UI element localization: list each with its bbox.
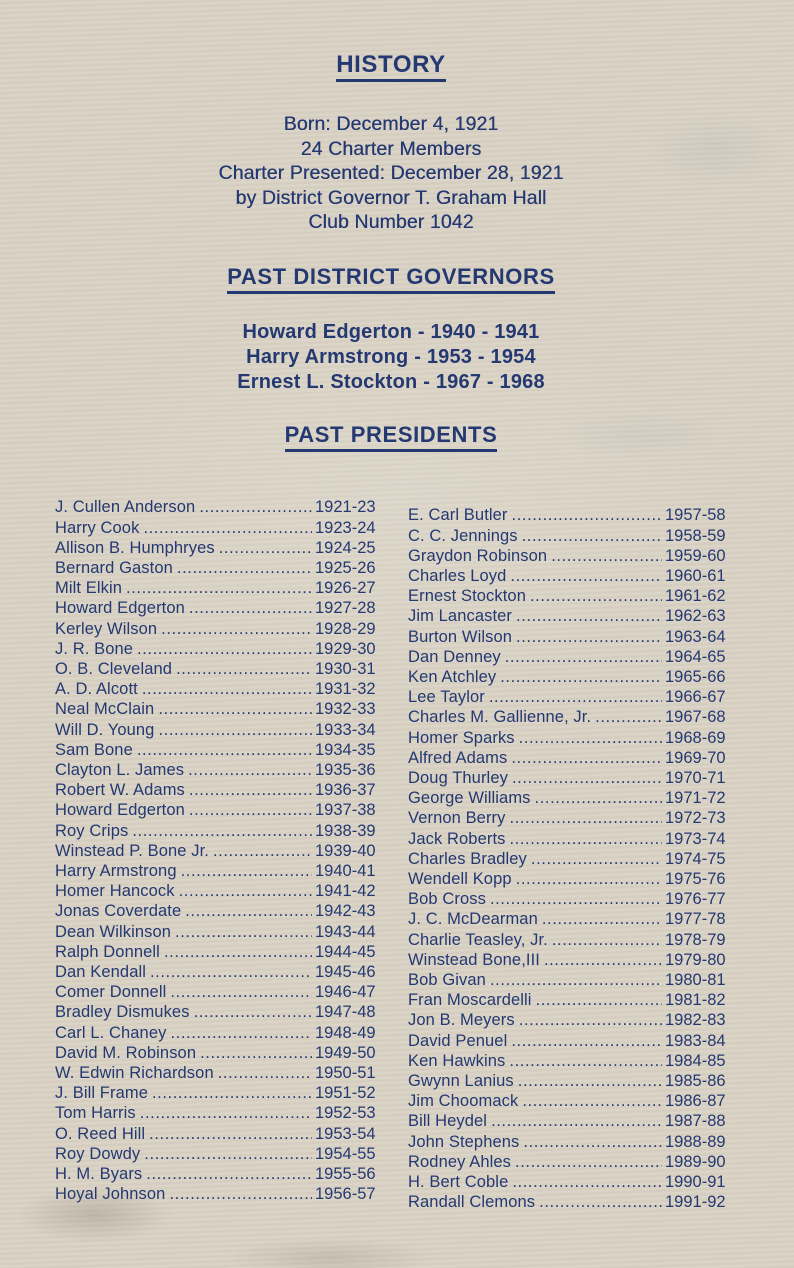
president-row: [55, 699, 377, 719]
presidents-left-column: [55, 497, 377, 1212]
president-years: 1968-69: [665, 728, 726, 747]
dot-leader: [218, 1063, 312, 1083]
president-name: C. C. Jennings: [408, 526, 518, 545]
president-row: [55, 861, 377, 881]
president-years: 1945-46: [315, 963, 376, 982]
president-row: [408, 889, 727, 909]
president-row: [55, 497, 377, 517]
president-name: Tom Harris: [55, 1104, 136, 1123]
president-years: 1926-27: [315, 579, 376, 598]
president-years: 1969-70: [665, 748, 726, 767]
president-years: 1956-57: [315, 1185, 376, 1204]
history-info-line: 24 Charter Members: [300, 137, 482, 160]
president-name: Jonas Coverdate: [55, 902, 182, 921]
dot-leader: [510, 808, 662, 828]
president-name: Ken Atchley: [408, 667, 497, 686]
president-name: Carl L. Chaney: [55, 1023, 167, 1042]
dot-leader: [512, 768, 662, 788]
president-row: [408, 768, 727, 788]
past-presidents-columns: [0, 497, 794, 1212]
dot-leader: [158, 699, 312, 719]
president-years: 1983-84: [665, 1031, 726, 1050]
dot-leader: [512, 505, 662, 525]
president-years: 1984-85: [665, 1051, 726, 1070]
dot-leader: [164, 942, 312, 962]
president-row: [408, 808, 727, 828]
president-row: [408, 687, 727, 707]
president-name: H. M. Byars: [55, 1165, 143, 1184]
president-row: [55, 841, 377, 861]
dot-leader: [194, 1002, 312, 1022]
president-name: Hoyal Johnson: [55, 1185, 166, 1204]
president-name: Sam Bone: [55, 740, 133, 759]
dot-leader: [152, 1083, 312, 1103]
president-name: Jon B. Meyers: [408, 1011, 515, 1030]
president-years: 1955-56: [315, 1165, 376, 1184]
president-row: [408, 546, 727, 566]
dot-leader: [489, 687, 662, 707]
dot-leader: [143, 518, 312, 538]
president-name: O. B. Cleveland: [55, 659, 173, 678]
president-name: Clayton L. James: [55, 760, 185, 779]
president-name: Bradley Dismukes: [55, 1003, 190, 1022]
president-name: Wendell Kopp: [408, 870, 512, 888]
president-years: 1957-58: [665, 506, 726, 525]
president-row: [55, 578, 377, 598]
president-row: [408, 707, 727, 727]
dot-leader: [126, 578, 312, 598]
president-years: 1936-37: [315, 781, 376, 800]
dot-leader: [511, 748, 662, 768]
president-name: H. Bert Coble: [408, 1173, 509, 1192]
president-years: 1937-38: [315, 801, 376, 820]
president-years: 1961-62: [665, 587, 726, 606]
dot-leader: [175, 922, 312, 942]
dot-leader: [505, 647, 662, 667]
president-years: 1947-48: [315, 1003, 376, 1022]
president-name: Randall Clemons: [408, 1193, 536, 1212]
president-row: [55, 780, 377, 800]
dot-leader: [511, 1031, 662, 1051]
president-row: [55, 942, 377, 962]
dot-leader: [189, 598, 312, 618]
president-name: Ernest Stockton: [408, 587, 526, 606]
president-years: 1925-26: [315, 558, 376, 577]
president-years: 1988-89: [665, 1132, 726, 1151]
dot-leader: [150, 962, 312, 982]
president-row: [55, 1002, 377, 1022]
dot-leader: [181, 861, 312, 881]
president-name: Jim Lancaster: [408, 607, 513, 626]
president-row: [55, 1164, 377, 1184]
dot-leader: [523, 1132, 662, 1152]
dot-leader: [516, 869, 662, 889]
dot-leader: [179, 881, 312, 901]
dot-leader: [132, 821, 312, 841]
president-name: A. D. Alcott: [55, 680, 138, 699]
dot-leader: [137, 740, 312, 760]
president-row: [55, 1103, 377, 1123]
president-name: Howard Edgerton: [55, 599, 185, 618]
president-name: Charles Loyd: [408, 566, 507, 585]
president-row: [408, 990, 727, 1010]
president-name: Roy Dowdy: [55, 1144, 141, 1163]
dot-leader: [509, 1051, 662, 1071]
president-name: David M. Robinson: [55, 1043, 197, 1062]
dot-leader: [519, 728, 662, 748]
dot-leader: [512, 1172, 662, 1192]
president-row: [408, 1051, 727, 1071]
governor-entry: Harry Armstrong - 1953 - 1954: [246, 346, 536, 369]
president-row: [408, 829, 727, 849]
dot-leader: [500, 667, 662, 687]
dot-leader: [177, 558, 312, 578]
dot-leader: [176, 659, 312, 679]
president-years: 1942-43: [315, 902, 376, 921]
president-name: Gwynn Lanius: [408, 1072, 514, 1091]
history-info-line: Born: December 4, 1921: [283, 113, 499, 135]
dot-leader: [544, 950, 662, 970]
president-row: [55, 1083, 377, 1103]
president-name: Burton Wilson: [408, 627, 513, 646]
president-row: [55, 881, 377, 901]
president-row: [408, 1132, 727, 1152]
dot-leader: [219, 538, 312, 558]
president-row: [408, 748, 727, 768]
president-name: Charles Bradley: [408, 849, 527, 868]
president-years: 1946-47: [315, 983, 376, 1002]
president-years: 1934-35: [315, 740, 376, 759]
president-years: 1979-80: [665, 950, 726, 969]
dot-leader: [158, 720, 312, 740]
president-name: J. Bill Frame: [55, 1084, 148, 1103]
president-name: Harry Cook: [55, 518, 140, 537]
president-years: 1960-61: [665, 566, 726, 585]
president-name: Dean Wilkinson: [55, 922, 172, 941]
president-years: 1976-77: [665, 890, 726, 909]
president-name: Winstead Bone,III: [408, 950, 540, 969]
president-row: [55, 1063, 377, 1083]
president-name: Howard Edgerton: [55, 801, 185, 820]
history-title-text: HISTORY: [336, 53, 446, 82]
president-years: 1986-87: [665, 1092, 726, 1111]
president-years: 1931-32: [315, 680, 376, 699]
president-name: Bob Cross: [408, 890, 486, 909]
president-row: [55, 679, 377, 699]
president-row: [55, 962, 377, 982]
president-row: [55, 1043, 377, 1063]
president-years: 1987-88: [665, 1112, 726, 1131]
president-years: 1928-29: [315, 619, 376, 638]
president-years: 1954-55: [315, 1144, 376, 1163]
president-name: Dan Denney: [408, 647, 501, 666]
president-years: 1985-86: [665, 1072, 726, 1091]
president-name: Lee Taylor: [408, 688, 485, 707]
history-info-line: by District Governor T. Graham Hall: [235, 186, 547, 209]
dot-leader: [530, 586, 662, 606]
president-row: [55, 821, 377, 841]
president-name: Charlie Teasley, Jr.: [408, 930, 548, 949]
president-row: [408, 1192, 727, 1212]
dot-leader: [169, 1184, 312, 1204]
past-district-governors-list: [0, 320, 782, 395]
governor-entry: Ernest L. Stockton - 1967 - 1968: [237, 371, 545, 394]
president-name: W. Edwin Richardson: [55, 1064, 214, 1083]
dot-leader: [552, 930, 662, 950]
president-years: 1965-66: [665, 667, 726, 686]
dot-leader: [535, 788, 662, 808]
dot-leader: [531, 849, 662, 869]
president-row: [55, 639, 377, 659]
president-years: 1921-23: [315, 498, 376, 517]
president-row: [408, 869, 727, 889]
history-title: [0, 0, 782, 82]
president-name: Jack Roberts: [408, 829, 506, 848]
president-name: Rodney Ahles: [408, 1152, 512, 1171]
president-name: Comer Donnell: [55, 983, 167, 1002]
president-row: [408, 647, 727, 667]
dot-leader: [170, 982, 312, 1002]
dot-leader: [516, 627, 662, 647]
president-years: 1977-78: [665, 910, 726, 929]
history-info-line: Club Number 1042: [308, 211, 474, 234]
president-row: [55, 740, 377, 760]
dot-leader: [536, 990, 662, 1010]
dot-leader: [510, 829, 663, 849]
president-row: [408, 950, 727, 970]
dot-leader: [518, 1071, 662, 1091]
president-row: [408, 667, 727, 687]
president-years: 1963-64: [665, 627, 726, 646]
president-name: Robert W. Adams: [55, 781, 185, 800]
dot-leader: [491, 1111, 662, 1131]
dot-leader: [199, 497, 312, 517]
dot-leader: [200, 1043, 312, 1063]
president-years: 1981-82: [665, 991, 726, 1010]
president-name: Allison B. Humphryes: [55, 538, 215, 557]
president-years: 1990-91: [665, 1173, 726, 1192]
president-years: 1982-83: [665, 1011, 726, 1030]
president-name: Harry Armstrong: [55, 862, 177, 880]
president-row: [408, 849, 727, 869]
president-row: [408, 627, 727, 647]
president-years: 1944-45: [315, 942, 376, 961]
president-name: Fran Moscardelli: [408, 991, 532, 1010]
dot-leader: [140, 1103, 312, 1123]
president-row: [408, 606, 727, 626]
president-row: [408, 566, 727, 586]
dot-leader: [144, 1144, 312, 1164]
dot-leader: [510, 566, 662, 586]
president-name: E. Carl Butler: [408, 506, 508, 525]
president-name: Doug Thurley: [408, 768, 508, 787]
president-name: Homer Hancock: [55, 882, 175, 901]
dot-leader: [515, 1152, 662, 1172]
president-years: 1941-42: [315, 882, 376, 901]
president-name: Bob Givan: [408, 971, 486, 990]
president-name: George Williams: [408, 789, 531, 808]
president-name: David Penuel: [408, 1031, 508, 1050]
president-row: [408, 1091, 727, 1111]
president-years: 1927-28: [315, 599, 376, 618]
president-years: 1971-72: [665, 789, 726, 808]
past-presidents-title: [0, 423, 782, 452]
president-years: 1935-36: [315, 760, 376, 779]
dot-leader: [595, 707, 662, 727]
president-name: Winstead P. Bone Jr.: [55, 841, 209, 860]
presidents-right-column: [408, 505, 727, 1212]
president-row: [408, 728, 727, 748]
president-name: Ralph Donnell: [55, 942, 160, 961]
president-name: Kerley Wilson: [55, 619, 158, 638]
president-name: Roy Crips: [55, 821, 129, 840]
dot-leader: [189, 780, 312, 800]
president-years: 1924-25: [315, 538, 376, 557]
president-row: [55, 1124, 377, 1144]
president-years: 1951-52: [315, 1084, 376, 1103]
president-years: 1938-39: [315, 821, 376, 840]
president-row: [55, 1184, 377, 1204]
president-years: 1972-73: [665, 809, 726, 828]
president-row: [55, 760, 377, 780]
dot-leader: [170, 1023, 312, 1043]
dot-leader: [185, 901, 312, 921]
dot-leader: [161, 619, 312, 639]
president-row: [55, 619, 377, 639]
past-district-governors-title: [0, 265, 782, 294]
president-name: John Stephens: [408, 1132, 520, 1151]
dot-leader: [542, 909, 662, 929]
president-row: [55, 598, 377, 618]
president-row: [55, 1144, 377, 1164]
president-name: Graydon Robinson: [408, 546, 548, 565]
history-info-line: Charter Presented: December 28, 1921: [218, 162, 564, 185]
president-name: Milt Elkin: [55, 579, 123, 598]
president-row: [55, 800, 377, 820]
past-district-governors-title-text: PAST DISTRICT GOVERNORS: [227, 265, 555, 294]
president-years: 1930-31: [315, 659, 376, 678]
president-row: [408, 1111, 727, 1131]
president-name: Will D. Young: [55, 720, 155, 739]
history-info-block: [0, 112, 782, 235]
dot-leader: [522, 526, 662, 546]
dot-leader: [142, 679, 312, 699]
president-years: 1991-92: [665, 1193, 726, 1212]
president-years: 1940-41: [315, 862, 376, 880]
dot-leader: [490, 970, 662, 990]
president-years: 1970-71: [665, 768, 726, 787]
president-row: [55, 720, 377, 740]
president-row: [408, 1172, 727, 1192]
president-row: [55, 659, 377, 679]
president-years: 1943-44: [315, 922, 376, 941]
president-row: [55, 982, 377, 1002]
president-row: [408, 930, 727, 950]
dot-leader: [149, 1124, 312, 1144]
president-row: [408, 970, 727, 990]
president-row: [408, 1031, 727, 1051]
president-name: Homer Sparks: [408, 728, 515, 747]
president-years: 1953-54: [315, 1124, 376, 1143]
president-row: [408, 586, 727, 606]
president-name: Dan Kendall: [55, 963, 146, 982]
president-name: Vernon Berry: [408, 809, 506, 828]
president-row: [408, 1071, 727, 1091]
president-years: 1959-60: [665, 546, 726, 565]
dot-leader: [213, 841, 312, 861]
president-years: 1933-34: [315, 720, 376, 739]
president-name: O. Reed Hill: [55, 1124, 146, 1143]
president-years: 1978-79: [665, 930, 726, 949]
president-row: [55, 901, 377, 921]
president-row: [408, 526, 727, 546]
dot-leader: [137, 639, 312, 659]
president-years: 1929-30: [315, 639, 376, 658]
president-row: [55, 922, 377, 942]
president-years: 1975-76: [665, 870, 726, 888]
dot-leader: [516, 606, 662, 626]
dot-leader: [490, 889, 662, 909]
president-years: 1948-49: [315, 1023, 376, 1042]
president-row: [408, 788, 727, 808]
president-years: 1958-59: [665, 526, 726, 545]
president-years: 1952-53: [315, 1104, 376, 1123]
dot-leader: [146, 1164, 312, 1184]
president-name: Charles M. Gallienne, Jr.: [408, 708, 592, 727]
president-years: 1966-67: [665, 688, 726, 707]
president-years: 1949-50: [315, 1043, 376, 1062]
president-years: 1923-24: [315, 518, 376, 537]
president-years: 1974-75: [665, 849, 726, 868]
dot-leader: [522, 1091, 662, 1111]
past-presidents-title-text: PAST PRESIDENTS: [285, 423, 498, 452]
president-row: [55, 1023, 377, 1043]
president-name: Jim Choomack: [408, 1092, 519, 1111]
dot-leader: [551, 546, 662, 566]
dot-leader: [519, 1010, 662, 1030]
president-years: 1950-51: [315, 1064, 376, 1083]
president-years: 1964-65: [665, 647, 726, 666]
president-row: [408, 505, 727, 525]
president-name: J. C. McDearman: [408, 910, 538, 929]
president-row: [408, 1010, 727, 1030]
dot-leader: [189, 800, 312, 820]
president-years: 1932-33: [315, 700, 376, 719]
president-name: Ken Hawkins: [408, 1051, 506, 1070]
president-row: [408, 1152, 727, 1172]
dot-leader: [188, 760, 312, 780]
president-name: J. R. Bone: [55, 639, 134, 658]
president-row: [55, 558, 377, 578]
president-row: [55, 538, 377, 558]
president-years: 1980-81: [665, 971, 726, 990]
president-name: J. Cullen Anderson: [55, 498, 196, 517]
governor-entry: Howard Edgerton - 1940 - 1941: [242, 321, 540, 344]
dot-leader: [539, 1192, 662, 1212]
president-years: 1967-68: [665, 708, 726, 727]
president-name: Alfred Adams: [408, 748, 508, 767]
president-name: Bernard Gaston: [55, 558, 173, 577]
president-row: [408, 909, 727, 929]
president-years: 1973-74: [665, 829, 726, 848]
president-years: 1939-40: [315, 841, 376, 860]
president-name: Bill Heydel: [408, 1112, 488, 1131]
president-years: 1989-90: [665, 1152, 726, 1171]
president-row: [55, 518, 377, 538]
president-name: Neal McClain: [55, 700, 155, 719]
president-years: 1962-63: [665, 607, 726, 626]
